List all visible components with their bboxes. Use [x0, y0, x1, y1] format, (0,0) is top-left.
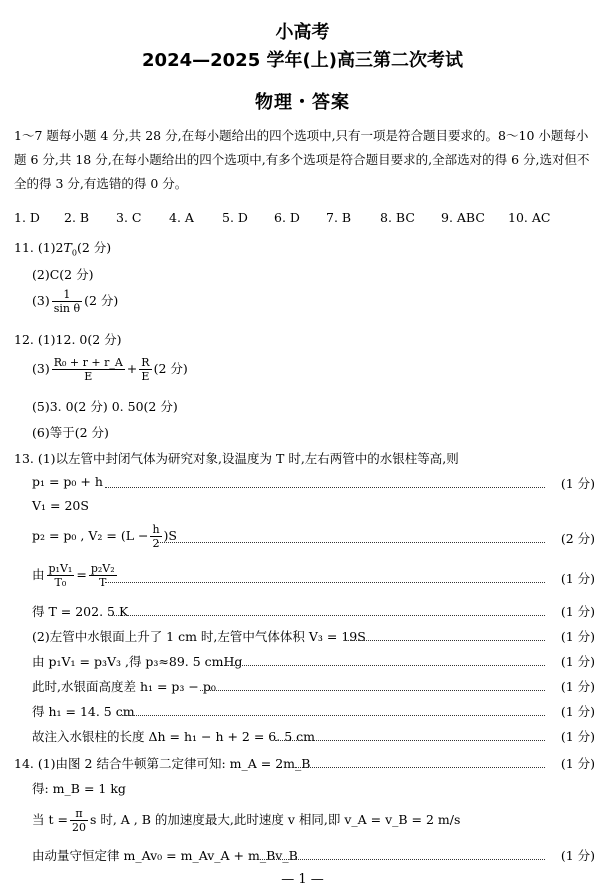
exam-title: 2024—2025 学年(上)高三第二次考试	[142, 50, 463, 71]
q12-part5: (5)3. 0(2 分) 0. 50(2 分)	[32, 399, 178, 414]
numerator: R	[141, 356, 150, 369]
q14-eq1: 14. (1)由图 2 结合牛顿第二定律可知: m_A = 2m_B	[14, 756, 311, 771]
score-mark: (1 分)	[560, 629, 595, 644]
score-mark: (1 分)	[560, 476, 595, 491]
denominator: E	[141, 370, 150, 383]
numerator: R₀ + r + r_A	[53, 356, 123, 369]
q13-eq2: V₁ = 20S	[32, 498, 89, 513]
q12-part3	[32, 356, 188, 383]
choice-answer: 9. ABC	[441, 210, 485, 225]
score-mark: (1 分)	[560, 654, 595, 669]
q11-part1	[14, 238, 111, 258]
q13-eq10: 故注入水银柱的长度 Δh = h₁ − h + 2 = 6. 5 cm	[32, 729, 315, 744]
q13-eq9: 得 h₁ = 14. 5 cm	[32, 704, 135, 719]
numerator: p₂V₂	[90, 562, 115, 575]
q11-part3-label: (3)	[32, 293, 50, 308]
fraction	[150, 523, 161, 550]
numerator: h	[152, 523, 160, 536]
q12-part3-score: (2 分)	[153, 361, 188, 376]
leader-dots	[112, 615, 545, 616]
denominator: T	[99, 576, 107, 589]
choice-answer: 5. D	[222, 210, 248, 225]
q11-sub: 0	[71, 248, 77, 258]
instructions: 1～7 题每小题 4 分,共 28 分,在每小题给出的四个选项中,只有一项是符合题目要求的。8～10 小题每小题 6 分,共 18 分,在每小题给出的四个选项中,有多个选项是符合题目要求的,全部选对的得 6 分,选对但不全的得 3 分,有选错的得 0 分。	[14, 128, 590, 191]
equals-sign: =	[76, 567, 87, 582]
denominator: sin θ	[53, 302, 81, 315]
fraction	[52, 356, 125, 383]
leader-dots	[258, 859, 545, 860]
denominator: 20	[71, 821, 86, 834]
org-title: 小高考	[275, 22, 330, 43]
denominator: E	[84, 370, 93, 383]
fraction	[52, 288, 82, 315]
numerator: 1	[52, 288, 82, 302]
q11-part3	[32, 288, 118, 315]
denominator: 2	[152, 537, 160, 550]
score-mark: (1 分)	[560, 704, 595, 719]
q13-eq1: p₁ = p₀ + h	[32, 474, 103, 489]
eq3-text: s 时, A , B 的加速度最大,此时速度 v 相同,即 v_A = v_B = 2 m/s	[89, 812, 461, 827]
choice-answer: 4. A	[169, 210, 194, 225]
choice-answer: 10. AC	[508, 210, 551, 225]
fraction	[139, 356, 151, 383]
page-number: — 1 —	[281, 872, 324, 887]
q13-eq4	[32, 562, 119, 589]
fraction	[47, 562, 75, 589]
eq3-prefix: 当 t =	[32, 812, 68, 827]
leader-dots	[105, 487, 545, 488]
fraction	[89, 562, 117, 589]
score-mark: (1 分)	[560, 729, 595, 744]
eq3-right: )S	[163, 528, 177, 543]
q11-part2: (2)C(2 分)	[32, 267, 94, 282]
q14-eq4: 由动量守恒定律 m_Av₀ = m_Av_A + m_Bv_B	[32, 848, 298, 863]
q14-eq3	[32, 807, 460, 834]
q11-var: T	[63, 240, 72, 255]
choice-answer: 1. D	[14, 210, 40, 225]
q12-part3-label: (3)	[32, 361, 50, 376]
leader-dots	[120, 715, 545, 716]
score-mark: (1 分)	[560, 604, 595, 619]
q13-intro: 13. (1)以左管中封闭气体为研究对象,设温度为 T 时,左右两管中的水银柱等高,则	[14, 451, 459, 466]
eq3-left: p₂ = p₀ , V₂ = (L −	[32, 528, 149, 543]
numerator: p₁V₁	[48, 562, 73, 575]
choice-answer: 8. BC	[380, 210, 415, 225]
numerator: π	[70, 807, 88, 821]
q11-label: 11. (1)2	[14, 240, 64, 255]
leader-dots	[158, 542, 545, 543]
leader-dots	[345, 640, 545, 641]
q13-eq3	[32, 523, 177, 550]
leader-dots	[295, 767, 545, 768]
q13-eq8: 此时,水银面高度差 h₁ = p₃ − p₀	[32, 679, 216, 694]
score-mark: (1 分)	[560, 756, 595, 771]
subject-title: 物理・答案	[255, 92, 350, 113]
choice-answer: 2. B	[64, 210, 90, 225]
q12-part6: (6)等于(2 分)	[32, 425, 109, 440]
q12-part1: 12. (1)12. 0(2 分)	[14, 332, 122, 347]
leader-dots	[216, 665, 545, 666]
plus-sign: +	[126, 361, 138, 376]
leader-dots	[200, 690, 545, 691]
q13-eq7: 由 p₁V₁ = p₃V₃ ,得 p₃≈89. 5 cmHg	[32, 654, 243, 669]
denominator: T₀	[54, 576, 67, 589]
score-mark: (1 分)	[560, 848, 595, 863]
q13-eq5: 得 T = 202. 5 K	[32, 604, 129, 619]
eq4-prefix: 由	[32, 567, 45, 582]
leader-dots	[275, 740, 545, 741]
fraction	[70, 807, 88, 834]
choice-answer: 6. D	[274, 210, 300, 225]
leader-dots	[105, 582, 545, 583]
q11-part3-score: (2 分)	[84, 293, 119, 308]
score-mark: (2 分)	[560, 531, 595, 546]
score-mark: (1 分)	[560, 679, 595, 694]
choice-answer: 7. B	[326, 210, 352, 225]
choice-answer: 3. C	[116, 210, 142, 225]
q13-eq6: (2)左管中水银面上升了 1 cm 时,左管中气体体积 V₃ = 19S	[32, 629, 366, 644]
q14-eq2: 得: m_B = 1 kg	[32, 781, 126, 796]
q11-score: (2 分)	[76, 240, 112, 255]
score-mark: (1 分)	[560, 571, 595, 586]
